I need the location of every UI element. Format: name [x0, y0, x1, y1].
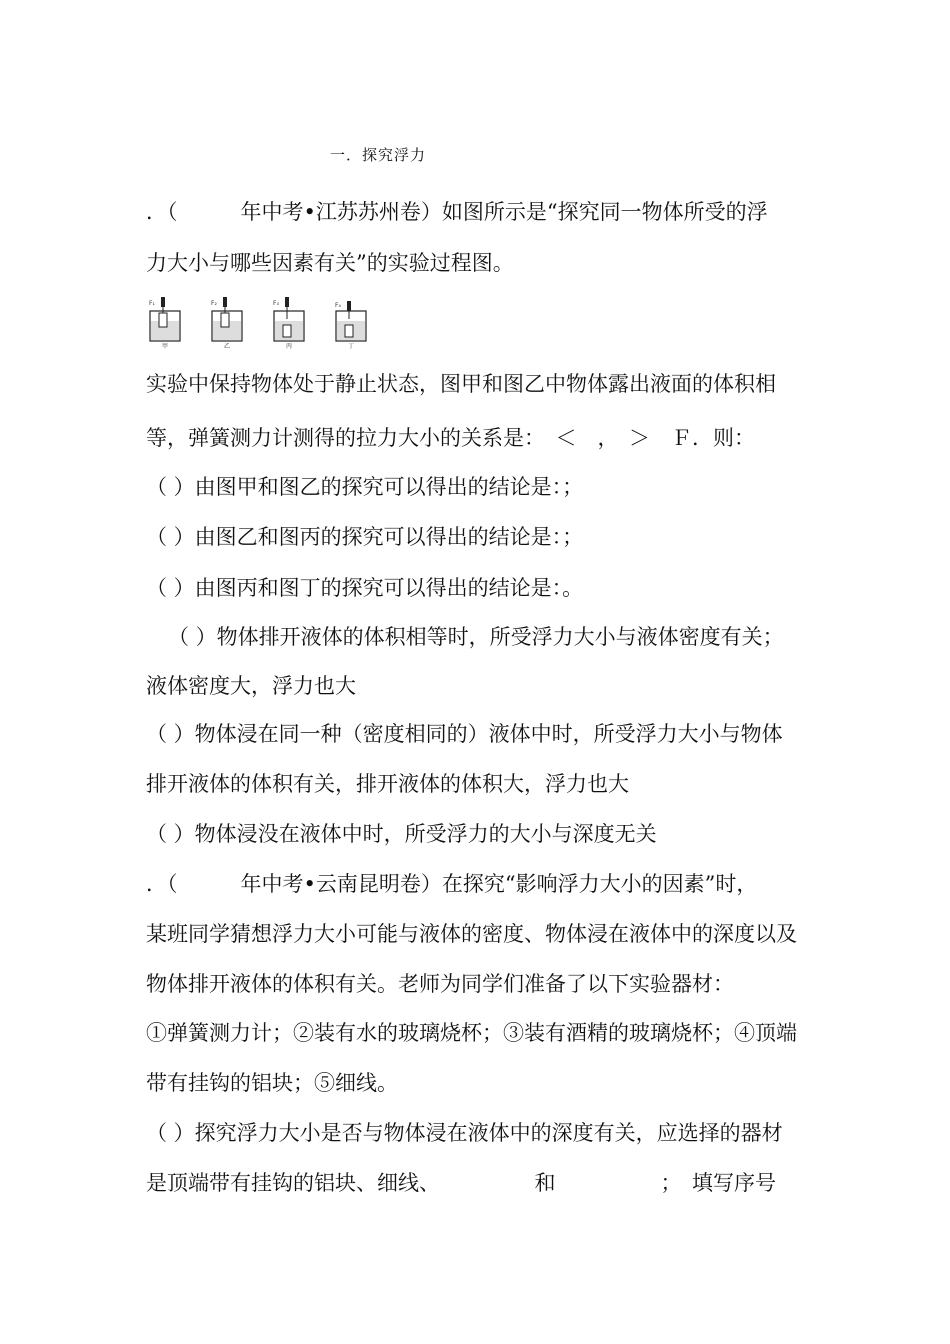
force-label: F₃: [273, 300, 279, 307]
text-line: （ ）物体排开液体的体积相等时，所受浮力大小与液体密度有关；: [168, 625, 784, 649]
experiment-figure: [146, 297, 386, 349]
text-line: ①弹簧测力计；②装有水的玻璃烧杯；③装有酒精的玻璃烧杯；④顶端: [146, 1021, 797, 1045]
beaker-bing: [273, 297, 304, 349]
text-line: 是顶端带有挂钩的铝块、细线、 和 ； 填写序号: [146, 1171, 776, 1195]
text-line: 排开液体的体积有关，排开液体的体积大，浮力也大: [146, 772, 629, 796]
force-label: F₄: [335, 302, 341, 309]
text-line: 物体排开液体的体积有关。老师为同学们准备了以下实验器材：: [146, 972, 734, 996]
beaker-label: 乙: [224, 343, 231, 349]
text-line: ．（ 年中考•云南昆明卷）在探究“影响浮力大小的因素”时，: [146, 872, 758, 896]
text-line: 等，弹簧测力计测得的拉力大小的关系是： ＜ ， ＞ Ｆ．则：: [146, 426, 755, 450]
text-line: 带有挂钩的铝块；⑤细线。: [146, 1071, 398, 1095]
beaker-ding: [335, 301, 366, 349]
beakers-diagram: [146, 297, 386, 349]
text-line: 液体密度大，浮力也大: [146, 674, 356, 698]
beaker-yi: [211, 297, 242, 349]
beaker-label: 丁: [348, 343, 355, 349]
text-line: （ ）由图甲和图乙的探究可以得出的结论是：；: [146, 475, 584, 499]
text-line: ．（ 年中考•江苏苏州卷）如图所示是“探究同一物体所受的浮: [146, 200, 768, 224]
beaker-jia: [149, 297, 180, 349]
text-line: （ ）探究浮力大小是否与物体浸在液体中的深度有关，应选择的器材: [146, 1121, 783, 1145]
text-line: 某班同学猜想浮力大小可能与液体的密度、物体浸在液体中的深度以及: [146, 922, 797, 946]
text-line: 力大小与哪些因素有关”的实验过程图。: [146, 251, 514, 275]
text-line: 实验中保持物体处于静止状态，图甲和图乙中物体露出液面的体积相: [146, 372, 776, 396]
text-line: （ ）由图乙和图丙的探究可以得出的结论是：；: [146, 525, 584, 549]
force-label: F₂: [211, 300, 217, 307]
beaker-label: 丙: [286, 343, 293, 349]
force-label: F₁: [149, 300, 155, 307]
beaker-label: 甲: [162, 343, 169, 349]
section-heading: 一．探究浮力: [330, 146, 427, 164]
text-line: （ ）物体浸在同一种（密度相同的）液体中时，所受浮力大小与物体: [146, 722, 783, 746]
text-line: （ ）由图丙和图丁的探究可以得出的结论是：。: [146, 576, 584, 600]
text-line: （ ）物体浸没在液体中时，所受浮力的大小与深度无关: [146, 822, 657, 846]
